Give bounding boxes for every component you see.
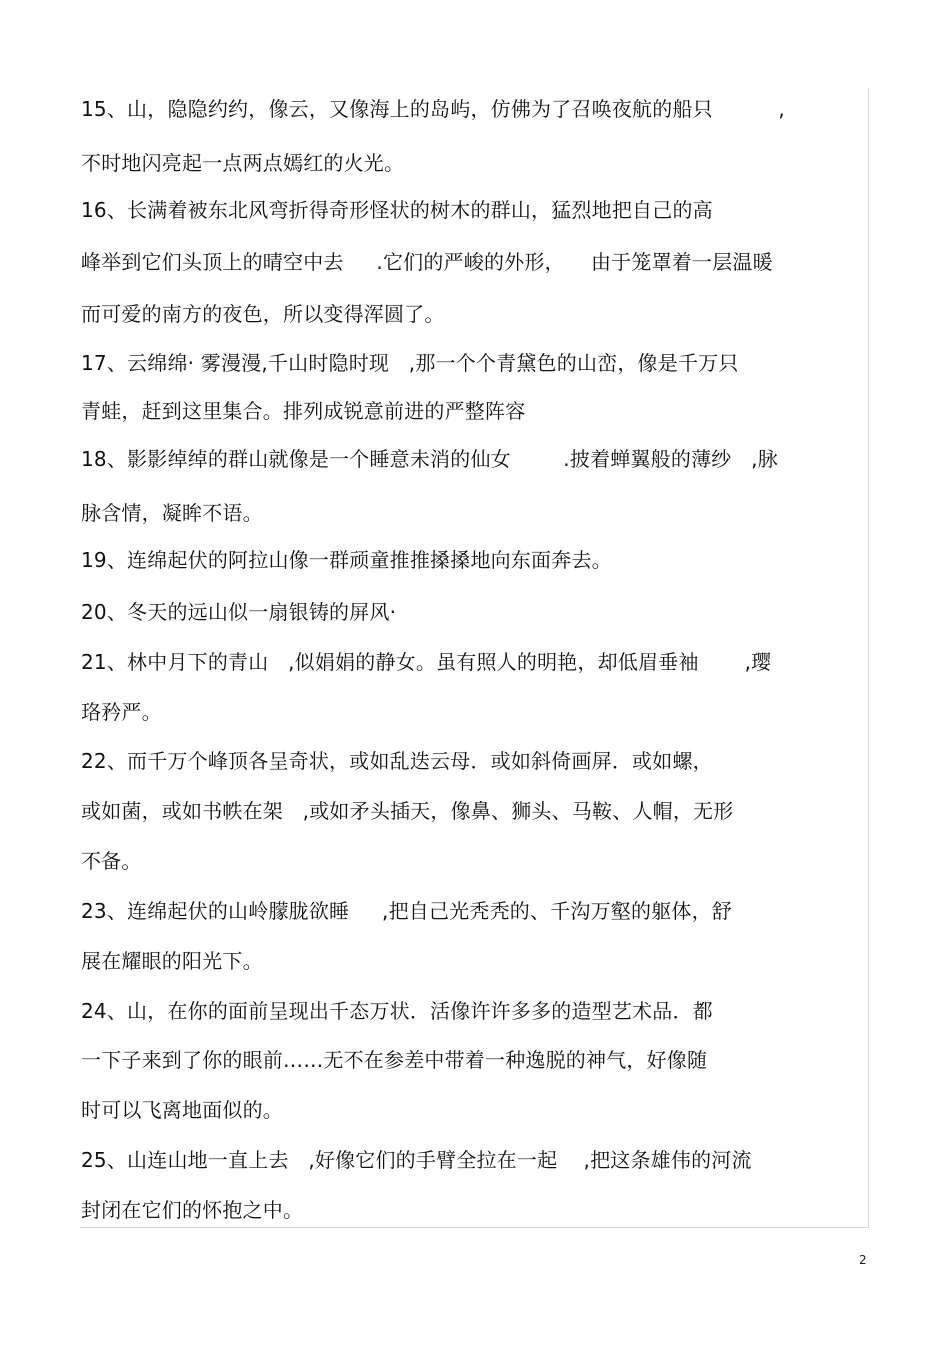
text-line-25b: 封闭在它们的怀抱之中。	[81, 1198, 304, 1222]
text-line-24a: 24、山，在你的面前呈现出千态万状．活像许许多多的造型艺术品．都	[81, 999, 713, 1023]
text-line-16a: 16、长满着被东北风弯折得奇形怪状的树木的群山，猛烈地把自己的高	[81, 198, 713, 222]
page-number: 2	[859, 1253, 867, 1267]
text-line-21a: 21、林中月下的青山 ,似娟娟的静女。虽有照人的明艳，却低眉垂袖 ,璎	[81, 650, 772, 674]
text-line-15a: 15、山，隐隐约约，像云，又像海上的岛屿，仿佛为了召唤夜航的船只 ,	[81, 97, 785, 121]
text-line-23b: 展在耀眼的阳光下。	[81, 949, 263, 973]
text-line-18b: 脉含情，凝眸不语。	[81, 501, 263, 525]
text-line-22a: 22、而千万个峰顶各呈奇状，或如乱迭云母．或如斜倚画屏．或如螺，	[81, 749, 713, 773]
text-line-20: 20、冬天的远山似一扇银铸的屏风·	[81, 600, 397, 624]
text-line-18a: 18、影影绰绰的群山就像是一个睡意未消的仙女 .披着蝉翼般的薄纱 ,脉	[81, 447, 778, 471]
text-line-16b: 峰举到它们头顶上的晴空中去 .它们的严峻的外形， 由于笼罩着一层温暖	[81, 250, 773, 274]
page-frame-right-border	[868, 88, 869, 1228]
text-line-23a: 23、连绵起伏的山岭朦胧欲睡 ,把自己光秃秃的、千沟万壑的躯体，舒	[81, 899, 732, 923]
text-line-22b: 或如菌，或如书帙在架 ,或如矛头插天，像鼻、狮头、马鞍、人帽，无形	[81, 799, 734, 823]
text-line-25a: 25、山连山地一直上去 ,好像它们的手臂全拉在一起 ,把这条雄伟的河流	[81, 1148, 752, 1172]
text-line-24b: 一下子来到了你的眼前……无不在参差中带着一种逸脱的神气，好像随	[81, 1048, 708, 1072]
text-line-24c: 时可以飞离地面似的。	[81, 1098, 283, 1122]
text-line-21b: 珞矜严。	[81, 700, 162, 724]
text-line-19: 19、连绵起伏的阿拉山像一群顽童推推搡搡地向东面奔去。	[81, 548, 612, 572]
text-line-22c: 不备。	[81, 849, 142, 873]
text-line-17a: 17、云绵绵· 雾漫漫,千山时隐时现 ,那一个个青黛色的山峦，像是千万只	[81, 351, 739, 375]
text-line-17b: 青蛙，赶到这里集合。排列成锐意前进的严整阵容	[81, 399, 526, 423]
text-line-15b: 不时地闪亮起一点两点嫣红的火光。	[81, 151, 405, 175]
text-line-16c: 而可爱的南方的夜色，所以变得浑圆了。	[81, 302, 445, 326]
page-frame-bottom-border	[80, 1227, 869, 1228]
